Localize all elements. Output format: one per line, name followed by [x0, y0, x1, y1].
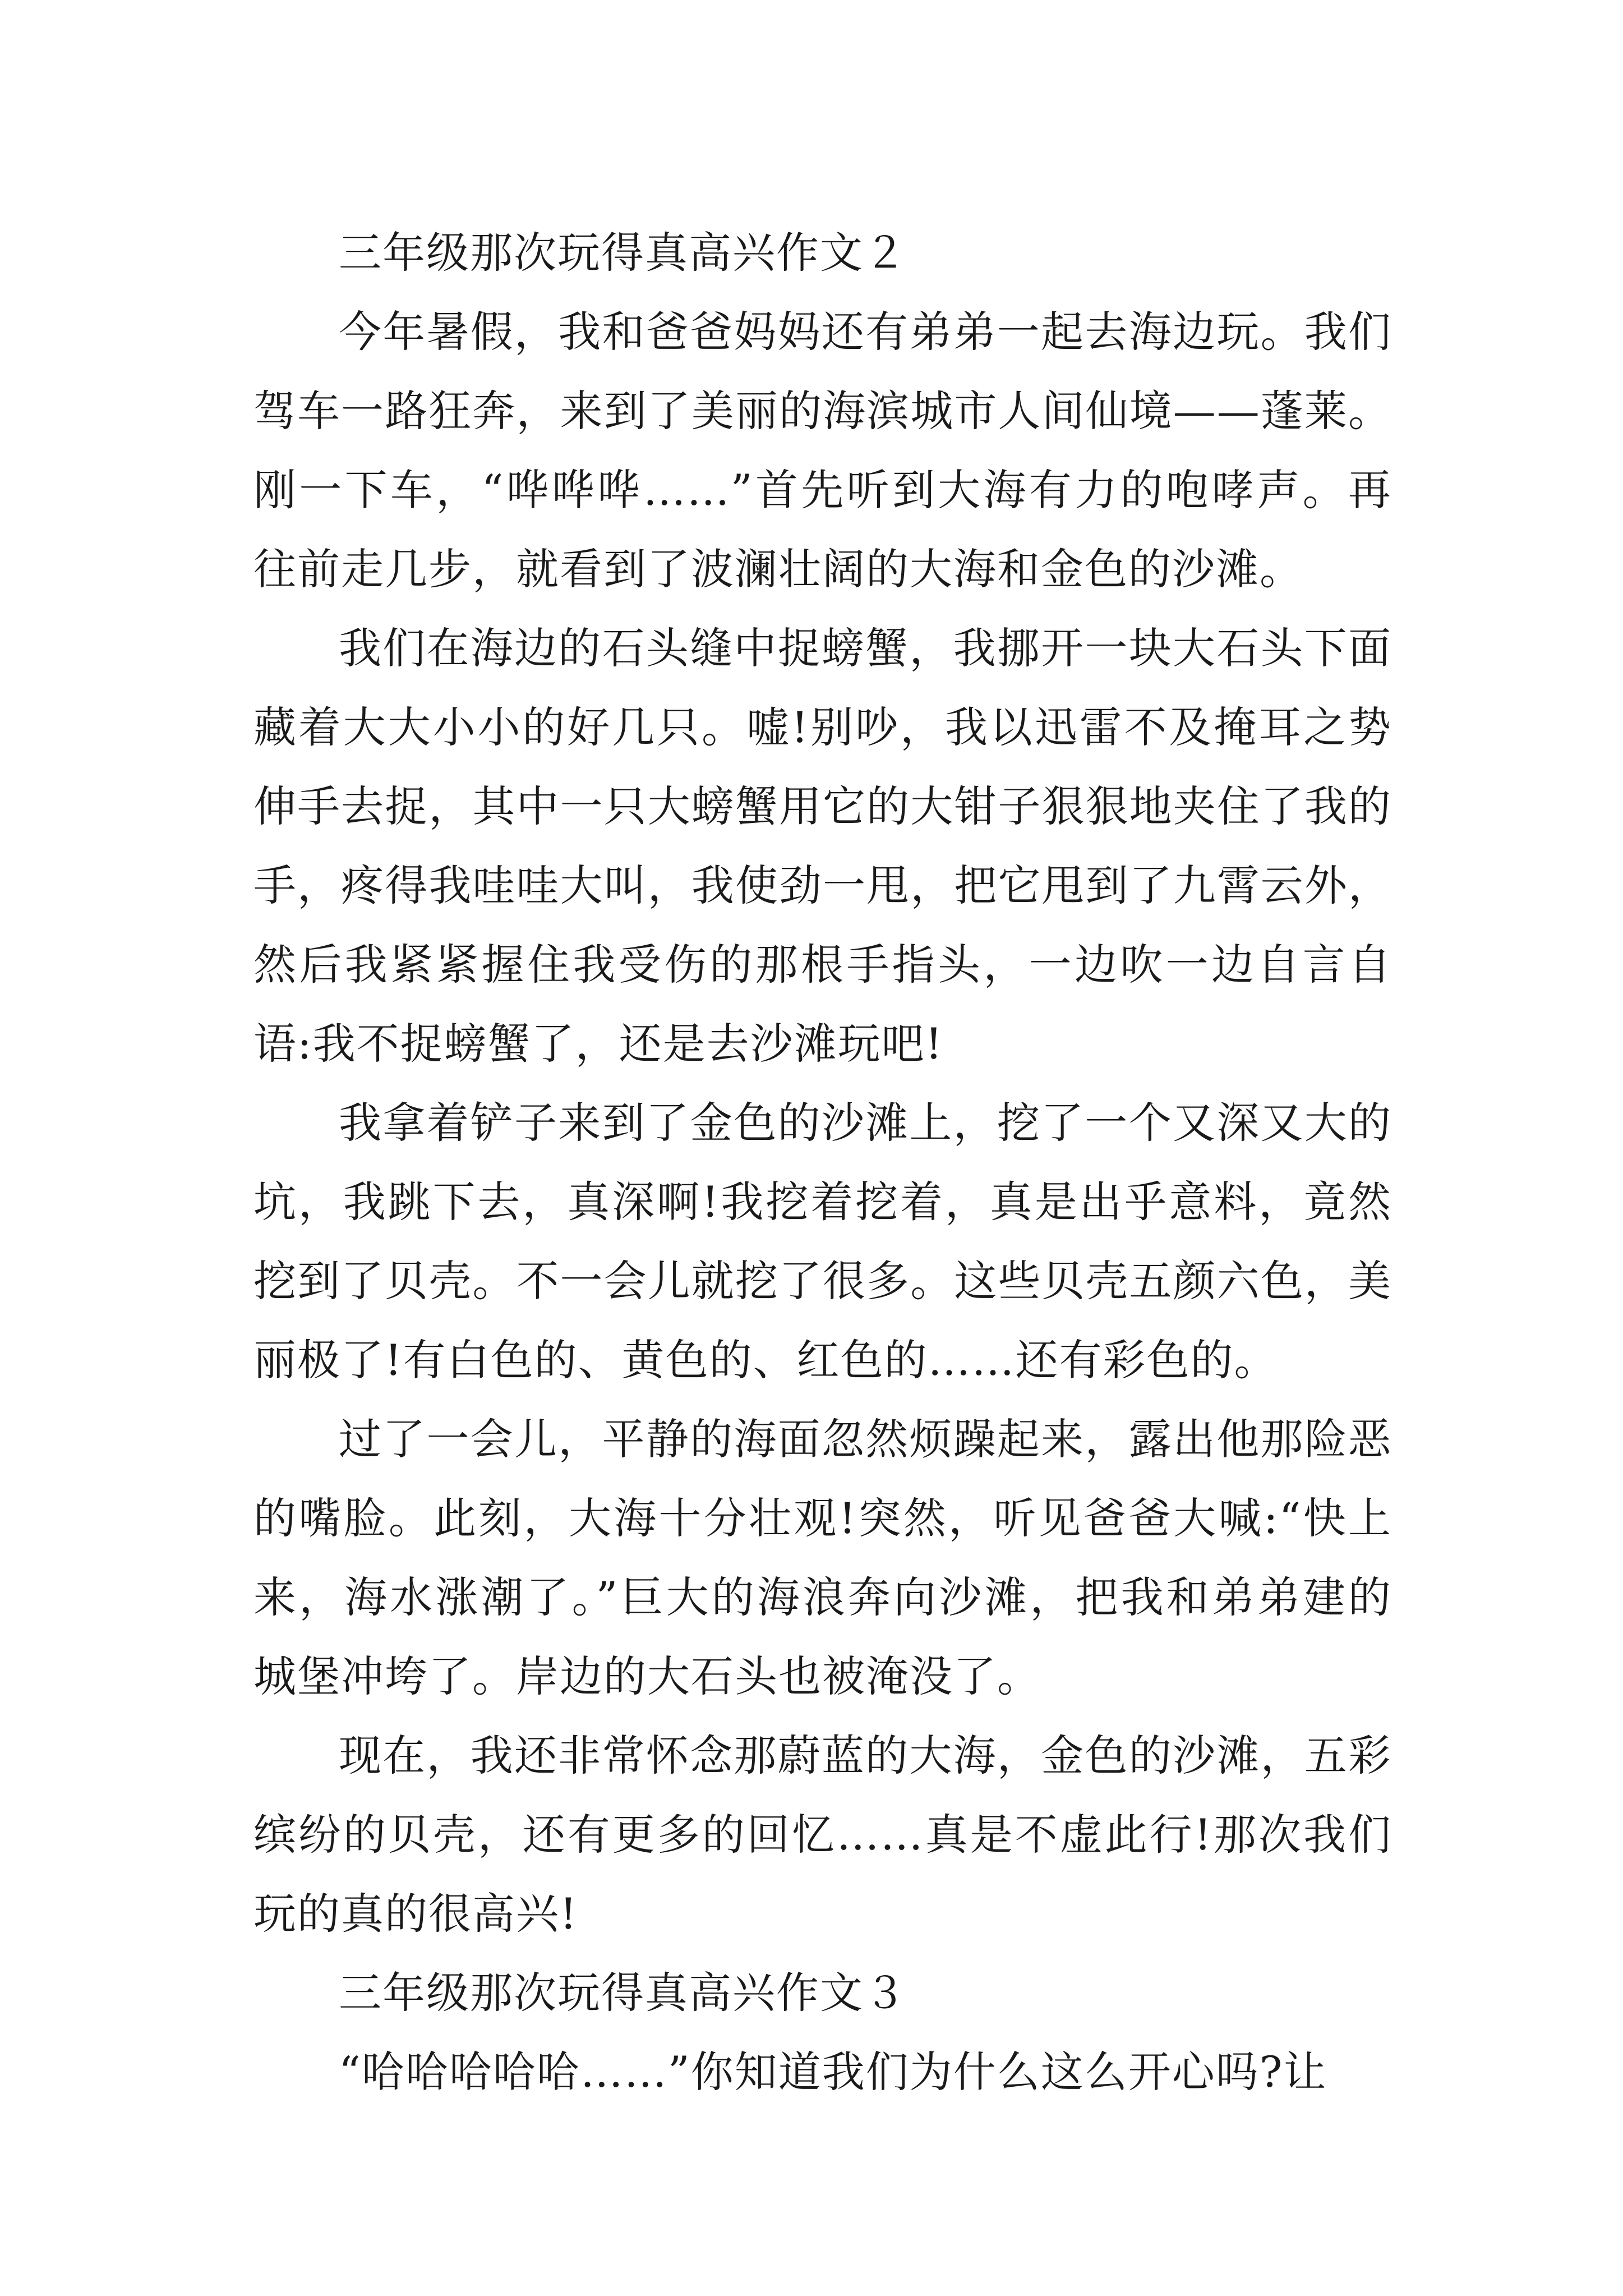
document-body [253, 213, 1392, 2111]
paragraph: 我拿着铲子来到了金色的沙滩上，挖了一个又深又大的坑，我跳下去，真深啊!我挖着挖着，真是出乎意料，竟然挖到了贝壳。不一会儿就挖了很多。这些贝壳五颜六色，美丽极了!有白色的、黄色的、红色的……还有彩色的。 [253, 1098, 1392, 1385]
paragraph: “哈哈哈哈哈……”你知道我们为什么这么开心吗?让 [339, 2047, 1327, 2097]
paragraph: 我们在海边的石头缝中捉螃蟹，我挪开一块大石头下面藏着大大小小的好几只。嘘!别吵，我以迅雷不及掩耳之势伸手去捉，其中一只大螃蟹用它的大钳子狠狠地夹住了我的手，疼得我哇哇大叫，我使劲一甩，把它甩到了九霄云外，然后我紧紧握住我受伤的那根手指头，一边吹一边自言自语:我不捉螃蟹了，还是去沙滩玩吧! [253, 623, 1392, 1069]
section-heading: 三年级那次玩得真高兴作文２ [339, 228, 907, 278]
paragraph: 今年暑假，我和爸爸妈妈还有弟弟一起去海边玩。我们驾车一路狂奔，来到了美丽的海滨城市人间仙境——蓬莱。刚一下车，“哗哗哗……”首先听到大海有力的咆哮声。再往前走几步，就看到了波澜壮阔的大海和金色的沙滩。 [253, 307, 1392, 594]
paragraph: 过了一会儿，平静的海面忽然烦躁起来，露出他那险恶的嘴脸。此刻，大海十分壮观!突然，听见爸爸大喊:“快上来，海水涨潮了。”巨大的海浪奔向沙滩，把我和弟弟建的城堡冲垮了。岸边的大石头也被淹没了。 [253, 1414, 1392, 1701]
paragraph: 现在，我还非常怀念那蔚蓝的大海，金色的沙滩，五彩缤纷的贝壳，还有更多的回忆……真是不虚此行!那次我们玩的真的很高兴! [253, 1731, 1392, 1939]
section-heading: 三年级那次玩得真高兴作文３ [339, 1968, 907, 2018]
